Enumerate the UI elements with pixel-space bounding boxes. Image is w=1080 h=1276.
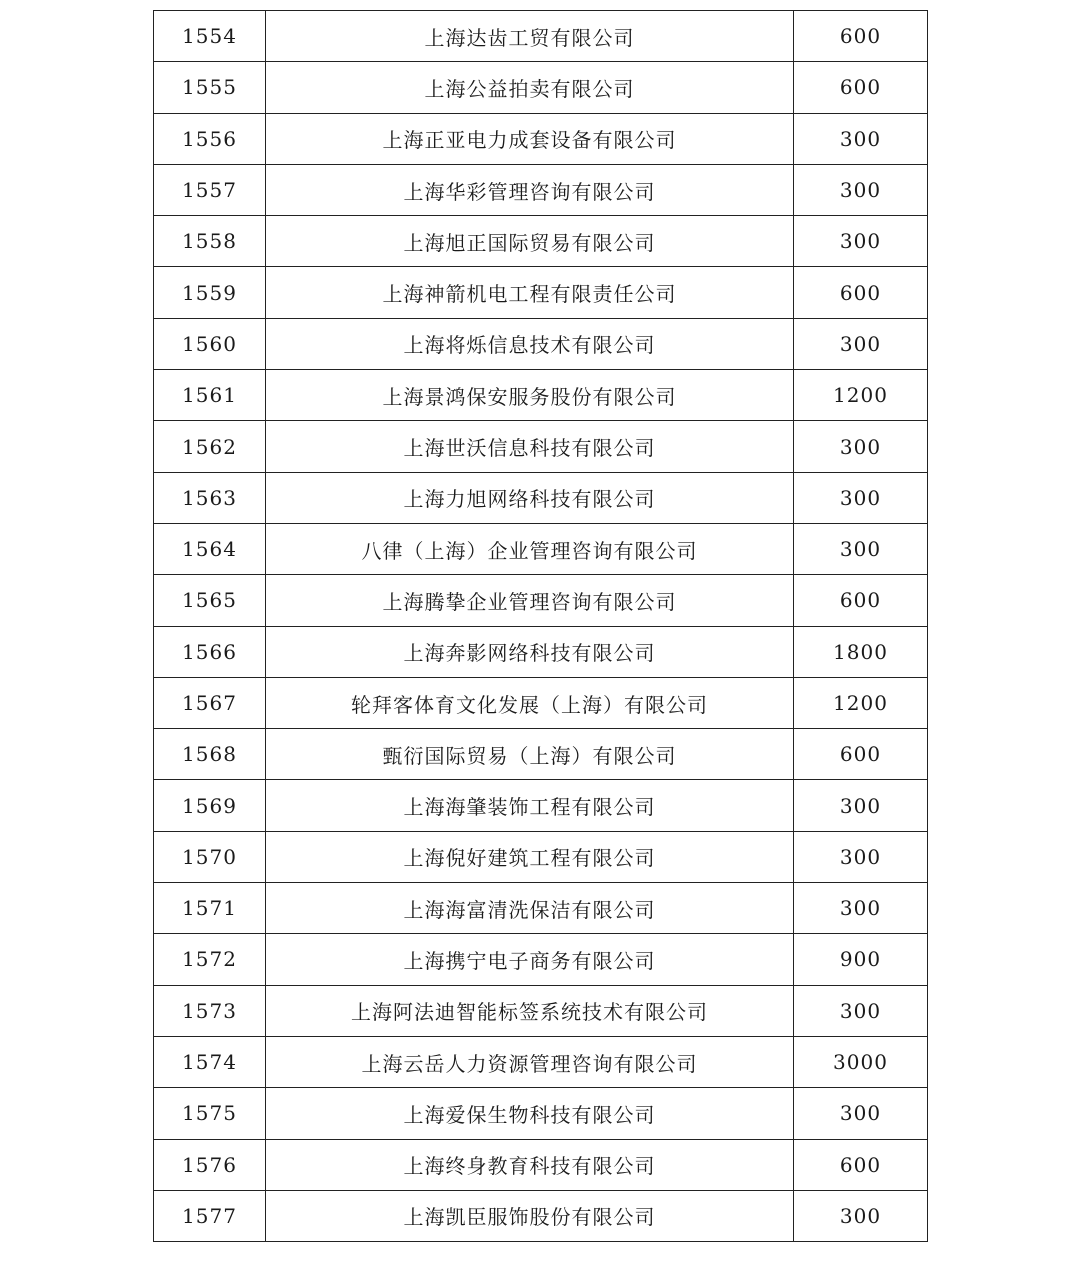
table-row: [154, 729, 928, 780]
amount-cell: 300: [794, 780, 928, 831]
company-table: [153, 10, 928, 1242]
row-number-cell: 1577: [154, 1190, 266, 1241]
company-name-cell: 八律（上海）企业管理咨询有限公司: [266, 523, 794, 574]
amount-cell: 3000: [794, 1036, 928, 1087]
row-number-cell: 1573: [154, 985, 266, 1036]
table-row: [154, 62, 928, 113]
table-row: [154, 472, 928, 523]
company-name-cell: 上海力旭网络科技有限公司: [266, 472, 794, 523]
table-row: [154, 626, 928, 677]
table-row: [154, 934, 928, 985]
amount-cell: 300: [794, 113, 928, 164]
company-name-cell: 上海公益拍卖有限公司: [266, 62, 794, 113]
table-row: [154, 1190, 928, 1241]
amount-cell: 900: [794, 934, 928, 985]
row-number-cell: 1575: [154, 1088, 266, 1139]
company-name-cell: 上海终身教育科技有限公司: [266, 1139, 794, 1190]
table-row: [154, 318, 928, 369]
table-row: [154, 370, 928, 421]
row-number-cell: 1565: [154, 575, 266, 626]
company-name-cell: 上海倪好建筑工程有限公司: [266, 831, 794, 882]
amount-cell: 300: [794, 883, 928, 934]
table-row: [154, 985, 928, 1036]
row-number-cell: 1566: [154, 626, 266, 677]
company-name-cell: 上海将烁信息技术有限公司: [266, 318, 794, 369]
amount-cell: 1200: [794, 677, 928, 728]
row-number-cell: 1563: [154, 472, 266, 523]
table-row: [154, 575, 928, 626]
row-number-cell: 1554: [154, 11, 266, 62]
amount-cell: 300: [794, 472, 928, 523]
row-number-cell: 1574: [154, 1036, 266, 1087]
table-row: [154, 164, 928, 215]
amount-cell: 300: [794, 164, 928, 215]
company-name-cell: 上海携宁电子商务有限公司: [266, 934, 794, 985]
amount-cell: 300: [794, 985, 928, 1036]
row-number-cell: 1558: [154, 216, 266, 267]
table-row: [154, 831, 928, 882]
table-row: [154, 267, 928, 318]
row-number-cell: 1567: [154, 677, 266, 728]
company-name-cell: 上海达齿工贸有限公司: [266, 11, 794, 62]
company-name-cell: 上海海富清洗保洁有限公司: [266, 883, 794, 934]
table-row: [154, 113, 928, 164]
company-name-cell: 上海旭正国际贸易有限公司: [266, 216, 794, 267]
company-name-cell: 甄衍国际贸易（上海）有限公司: [266, 729, 794, 780]
amount-cell: 300: [794, 1190, 928, 1241]
amount-cell: 300: [794, 1088, 928, 1139]
company-name-cell: 上海海肇装饰工程有限公司: [266, 780, 794, 831]
company-name-cell: 上海世沃信息科技有限公司: [266, 421, 794, 472]
row-number-cell: 1564: [154, 523, 266, 574]
amount-cell: 300: [794, 421, 928, 472]
amount-cell: 300: [794, 318, 928, 369]
row-number-cell: 1561: [154, 370, 266, 421]
company-name-cell: 轮拜客体育文化发展（上海）有限公司: [266, 677, 794, 728]
row-number-cell: 1560: [154, 318, 266, 369]
row-number-cell: 1555: [154, 62, 266, 113]
company-name-cell: 上海阿法迪智能标签系统技术有限公司: [266, 985, 794, 1036]
table-row: [154, 1139, 928, 1190]
company-name-cell: 上海奔影网络科技有限公司: [266, 626, 794, 677]
table-row: [154, 780, 928, 831]
amount-cell: 600: [794, 575, 928, 626]
table-row: [154, 677, 928, 728]
amount-cell: 600: [794, 267, 928, 318]
table-row: [154, 1088, 928, 1139]
row-number-cell: 1576: [154, 1139, 266, 1190]
company-name-cell: 上海正亚电力成套设备有限公司: [266, 113, 794, 164]
row-number-cell: 1572: [154, 934, 266, 985]
company-name-cell: 上海景鸿保安服务股份有限公司: [266, 370, 794, 421]
row-number-cell: 1570: [154, 831, 266, 882]
company-name-cell: 上海华彩管理咨询有限公司: [266, 164, 794, 215]
table-body: [154, 11, 928, 1242]
amount-cell: 1800: [794, 626, 928, 677]
row-number-cell: 1568: [154, 729, 266, 780]
table-row: [154, 216, 928, 267]
row-number-cell: 1557: [154, 164, 266, 215]
amount-cell: 300: [794, 523, 928, 574]
company-name-cell: 上海云岳人力资源管理咨询有限公司: [266, 1036, 794, 1087]
amount-cell: 600: [794, 1139, 928, 1190]
company-name-cell: 上海凯臣服饰股份有限公司: [266, 1190, 794, 1241]
row-number-cell: 1562: [154, 421, 266, 472]
table-row: [154, 421, 928, 472]
company-name-cell: 上海腾挚企业管理咨询有限公司: [266, 575, 794, 626]
amount-cell: 300: [794, 216, 928, 267]
amount-cell: 300: [794, 831, 928, 882]
amount-cell: 1200: [794, 370, 928, 421]
row-number-cell: 1571: [154, 883, 266, 934]
table-row: [154, 523, 928, 574]
row-number-cell: 1556: [154, 113, 266, 164]
amount-cell: 600: [794, 11, 928, 62]
amount-cell: 600: [794, 62, 928, 113]
company-name-cell: 上海神箭机电工程有限责任公司: [266, 267, 794, 318]
amount-cell: 600: [794, 729, 928, 780]
row-number-cell: 1559: [154, 267, 266, 318]
company-name-cell: 上海爱保生物科技有限公司: [266, 1088, 794, 1139]
table-row: [154, 883, 928, 934]
row-number-cell: 1569: [154, 780, 266, 831]
table-row: [154, 11, 928, 62]
table-row: [154, 1036, 928, 1087]
